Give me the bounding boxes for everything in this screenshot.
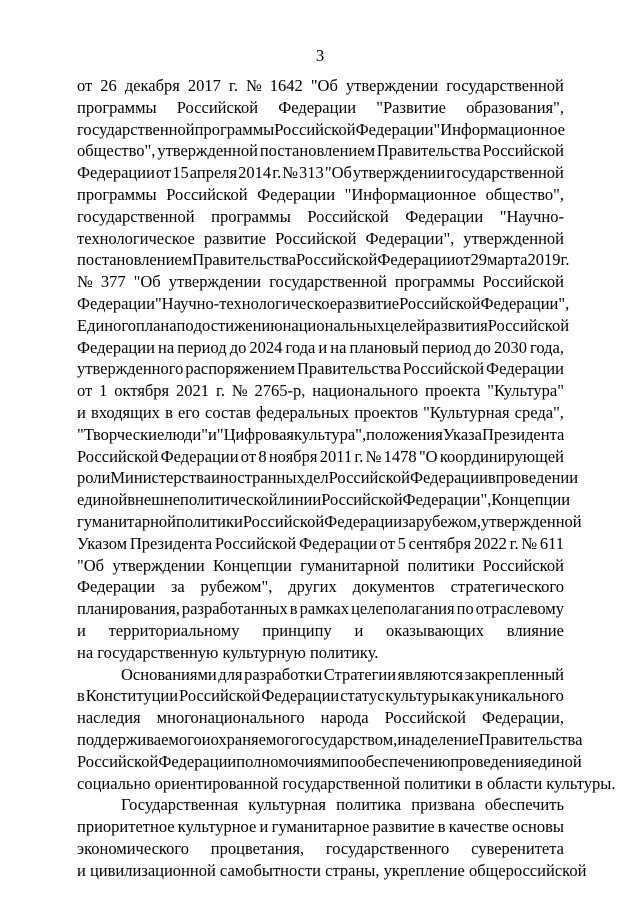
text-line: общество", утвержденной постановлением Правительства Российской <box>77 141 564 161</box>
text-line: Российской Федерации от 8 ноября 2011 г. № 1478 "О координирующей <box>77 446 564 466</box>
text-line: Федерации за рубежом", других документов стратегического <box>77 577 564 597</box>
text-line: технологическое развитие Российской Федерации", утвержденной <box>77 228 564 248</box>
text-line: Федерации "Научно-технологическое развитие Российской Федерации", <box>77 293 570 313</box>
text-line: гуманитарной политики Российской Федерации за рубежом, утвержденной <box>77 511 582 531</box>
text-line: социально ориентированной государственной политики в области культуры. <box>77 773 616 793</box>
text-line: единой внешнеполитической линии Российской Федерации", Концепции <box>77 490 571 510</box>
text-line: государственной программы Российской Федерации "Научно- <box>77 206 564 226</box>
text-line: и цивилизационной самобытности страны, укрепление общероссийской <box>77 860 587 880</box>
text-line: наследия многонационального народа Российской Федерации, <box>77 708 564 728</box>
text-line: программы Российской Федерации "Информационное общество", <box>77 184 564 204</box>
text-line: Российской Федерации полномочиями по обеспечению проведения единой <box>77 751 582 771</box>
text-line: от 1 октября 2021 г. № 2765-р, национального проекта "Культура" <box>77 381 564 401</box>
text-line: Государственная культурная политика призвана обеспечить <box>121 795 564 815</box>
text-line: экономического процветания, государственного суверенитета <box>77 838 564 858</box>
text-line: государственной программы Российской Федерации "Информационное <box>77 119 565 139</box>
text-line: Указом Президента Российской Федерации от 5 сентября 2022 г. № 611 <box>77 533 564 553</box>
text-line: приоритетное культурное и гуманитарное развитие в качестве основы <box>77 817 564 837</box>
text-line: утвержденного распоряжением Правительства Российской Федерации <box>77 359 564 379</box>
text-line: "Об утверждении Концепции гуманитарной политики Российской <box>77 555 564 575</box>
text-line: и территориальному принципу и оказывающих влияние <box>77 620 564 640</box>
text-line: на государственную культурную политику. <box>77 642 379 662</box>
document-body <box>77 75 616 881</box>
text-line: Основаниями для разработки Стратегии являются закрепленный <box>121 664 564 684</box>
text-line: Федерации от 15 апреля 2014 г. № 313 "Об утверждении государственной <box>77 163 564 183</box>
text-line: Единого плана по достижению национальных целей развития Российской <box>77 315 570 335</box>
paragraph <box>77 664 616 795</box>
text-line: в Конституции Российской Федерации статус культуры как уникального <box>77 686 564 706</box>
page-number: 3 <box>315 46 325 65</box>
text-line: роли Министерства иностранных дел Российской Федерации в проведении <box>77 468 579 488</box>
text-line: от 26 декабря 2017 г. № 1642 "Об утверждении государственной <box>77 76 564 95</box>
paragraph <box>77 794 587 881</box>
paragraph <box>77 75 582 664</box>
text-line: и входящих в его состав федеральных проектов "Культурная среда", <box>77 402 564 422</box>
text-line: Федерации на период до 2024 года и на плановый период до 2030 года, <box>77 337 564 357</box>
text-line: поддерживаемого и охраняемого государством, и наделение Правительства <box>77 729 583 749</box>
text-line: программы Российской Федерации "Развитие образования", <box>77 97 564 117</box>
text-line: планирования, разработанных в рамках целеполагания по отраслевому <box>77 599 564 619</box>
text-line: "Творческие люди" и "Цифровая культура", положения Указа Президента <box>77 424 565 444</box>
text-line: постановлением Правительства Российской Федерации от 29 марта 2019 г. <box>77 250 570 270</box>
text-line: № 377 "Об утверждении государственной программы Российской <box>77 272 564 292</box>
